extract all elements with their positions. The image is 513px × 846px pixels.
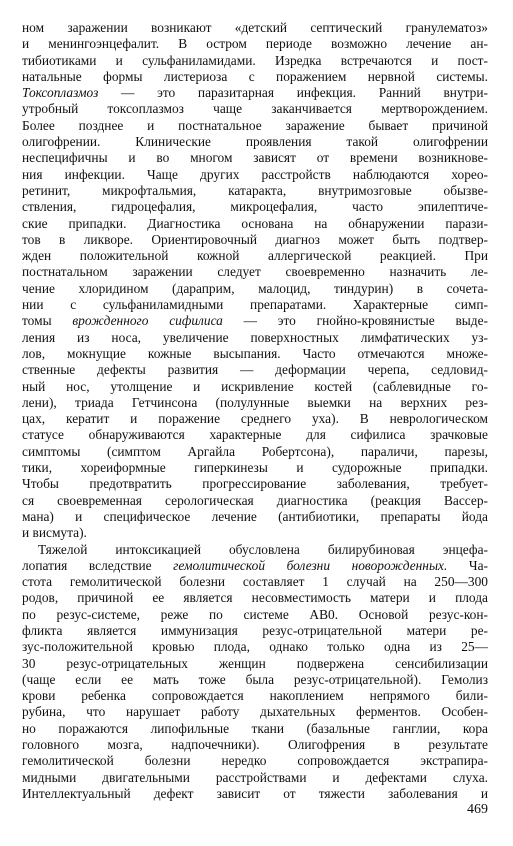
- text-line: [22, 313, 488, 329]
- text-line: [22, 199, 488, 215]
- text-run: Тяжелой интоксикацией обусловлена билирубиновая энцефа-: [38, 541, 488, 557]
- page-number: 469: [467, 802, 488, 817]
- body-text: [22, 20, 488, 802]
- text-run: 30 резус-отрицательных женщин подвержена сенсибилизации: [22, 655, 488, 671]
- text-run: Более позднее и постнатальное заражение бывает причиной: [22, 117, 488, 133]
- text-run: цах, кератит и поражение среднего уха). В неврологическом: [22, 411, 488, 427]
- text-run: мана) и специфическое лечение (антибиотики, препараты йода: [22, 508, 488, 524]
- text-line: [22, 509, 488, 525]
- document-page: [22, 20, 488, 826]
- text-line: [22, 20, 488, 36]
- text-line: [22, 379, 488, 395]
- text-line: [22, 264, 488, 280]
- text-line: [22, 362, 488, 378]
- text-line: [22, 737, 488, 753]
- text-line: [22, 786, 488, 802]
- text-run: ния инфекции. Чаще других расстройств наблюдаются хорео-: [22, 166, 488, 182]
- text-line: [22, 216, 488, 232]
- text-run: по резус-системе, реже по системе АВ0. Основой резус-кон-: [22, 606, 488, 622]
- text-run: жден положительной кожной аллергической реакцией. При: [22, 248, 488, 264]
- text-line: [22, 558, 488, 574]
- text-line: [22, 297, 488, 313]
- text-line: [22, 460, 488, 476]
- text-run: ретинит, микрофтальмия, катаракта, внутримозговые обызве-: [22, 182, 488, 198]
- text-line: [22, 753, 488, 769]
- text-line: [22, 36, 488, 52]
- text-run: и менингоэнцефалит. В остром периоде возможно лечение ан-: [22, 36, 488, 52]
- text-run: лопатия вследствие: [22, 557, 174, 573]
- text-run: крови ребенка сопровождается накоплением непрямого били-: [22, 688, 488, 704]
- text-run: натальные формы листериоза с поражением нервной системы.: [22, 68, 488, 84]
- text-line: [22, 672, 488, 688]
- text-run: стота гемолитической болезни составляет 1 случай на 250—300: [22, 574, 488, 590]
- text-run: тов в ликворе. Ориентировочный диагноз может быть подтвер-: [22, 231, 488, 247]
- text-line: [22, 281, 488, 297]
- text-run: зус-положительной кровью плода, однако только одна из 25—: [22, 639, 488, 655]
- text-run: статусе обнаруживаются характерные для сифилиса зрачковые: [22, 427, 488, 443]
- text-line: [22, 770, 488, 786]
- text-run: мидными двигательными расстройствами и дефектами слуха.: [22, 769, 488, 785]
- text-line: [22, 183, 488, 199]
- text-line: [22, 395, 488, 411]
- text-line: [22, 101, 488, 117]
- text-line: [22, 411, 488, 427]
- text-run: нии с сульфаниламидными препаратами. Характерные симп-: [22, 297, 488, 313]
- text-run: утробный токсоплазмоз чаще заканчивается мертворождением.: [22, 101, 488, 117]
- text-run: чение хлоридином (дараприм, малоцид, тиндурин) в сочета-: [22, 280, 488, 296]
- text-line: [22, 427, 488, 443]
- text-line: [22, 134, 488, 150]
- text-line: [22, 476, 488, 492]
- text-line: [22, 330, 488, 346]
- text-run: симптомы (симптом Аргайла Робертсона), параличи, парезы,: [22, 443, 488, 459]
- text-line: [22, 542, 488, 558]
- text-line: [22, 444, 488, 460]
- italic-term: Токсоплазмоз: [22, 85, 99, 101]
- text-line: [22, 118, 488, 134]
- text-run: и висмута).: [22, 525, 87, 541]
- text-line: [22, 590, 488, 606]
- text-line: [22, 53, 488, 69]
- text-run: гемолитической болезни нередко сопровождается экстрапира-: [22, 753, 488, 769]
- text-run: ственные дефекты развития — деформации черепа, седловид-: [22, 362, 488, 378]
- text-run: (чаще если ее мать тоже была резус-отрицательной). Гемолиз: [22, 671, 488, 687]
- text-line: [22, 493, 488, 509]
- text-run: Чтобы предотвратить прогрессирование заболевания, требует-: [22, 476, 488, 492]
- text-line: [22, 574, 488, 590]
- text-run: олигофрении. Клинические проявления такой олигофрении: [22, 134, 488, 150]
- text-run: — это гнойно-кровянистые выде-: [222, 313, 488, 329]
- text-run: но поражаются липофильные ткани (базальные ганглии, кора: [22, 720, 488, 736]
- text-line: [22, 688, 488, 704]
- text-line: [22, 232, 488, 248]
- text-run: ном заражении возникают «детский септический гранулематоз»: [22, 20, 488, 35]
- text-run: тибиотиками и сульфаниламидами. Изредка встречаются и пост-: [22, 52, 488, 68]
- text-run: томы: [22, 313, 73, 329]
- text-line: [22, 69, 488, 85]
- text-run: ный нос, утолщение и искривление костей (саблевидные го-: [22, 378, 488, 394]
- text-line: [22, 525, 488, 541]
- italic-term: гемолитической болезни новорожденных.: [173, 557, 448, 573]
- text-run: — это паразитарная инфекция. Ранний внутри-: [98, 85, 488, 101]
- text-run: ские припадки. Диагностика основана на обнаружении парази-: [22, 215, 488, 231]
- text-line: [22, 704, 488, 720]
- text-run: ствления, гидроцефалия, микроцефалия, часто эпилептиче-: [22, 199, 488, 215]
- text-line: [22, 623, 488, 639]
- text-run: ления из носа, увеличение поверхностных лимфатических уз-: [22, 329, 488, 345]
- text-run: фликта является иммунизация резус-отрицательной матери ре-: [22, 622, 488, 638]
- text-run: головного мозга, надпочечники). Олигофрения в результате: [22, 737, 488, 753]
- text-run: неспецифичны и во многом зависят от времени возникнове-: [22, 150, 488, 166]
- text-run: Интеллектуальный дефект зависит от тяжести заболевания и: [22, 785, 488, 801]
- text-line: [22, 607, 488, 623]
- text-line: [22, 248, 488, 264]
- text-run: ся своевременная серологическая диагностика (реакция Вассер-: [22, 492, 488, 508]
- text-line: [22, 656, 488, 672]
- text-line: [22, 721, 488, 737]
- text-run: постнатальном заражении следует своевременно назначить ле-: [22, 264, 488, 280]
- text-run: родов, причиной ее является несовместимость матери и плода: [22, 590, 488, 606]
- text-line: [22, 346, 488, 362]
- text-line: [22, 150, 488, 166]
- text-line: [22, 167, 488, 183]
- text-run: Ча-: [447, 557, 488, 573]
- text-line: [22, 85, 488, 101]
- text-run: тики, хореиформные гиперкинезы и судорожные припадки.: [22, 460, 488, 476]
- italic-term: врожденного сифилиса: [72, 313, 223, 329]
- text-run: лени), триада Гетчинсона (полулунные выемки на верхних рез-: [22, 394, 488, 410]
- text-run: рубина, что нарушает работу дыхательных ферментов. Особен-: [22, 704, 488, 720]
- text-run: лов, мокнущие кожные высыпания. Часто отмечаются множе-: [22, 345, 488, 361]
- text-line: [22, 639, 488, 655]
